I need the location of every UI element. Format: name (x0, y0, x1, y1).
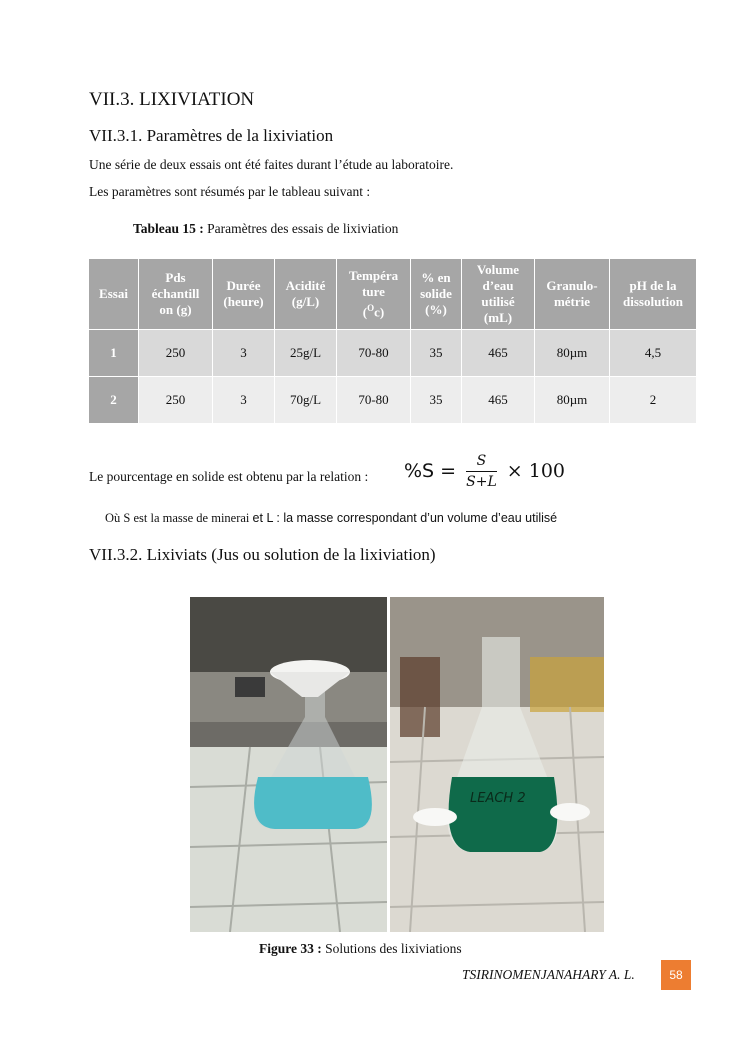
cell-water-volume: 465 (462, 377, 534, 423)
cell-solid-percent: 35 (411, 377, 461, 423)
header-temperature: Tempéra ture ($^O$c) (337, 259, 410, 329)
formula-intro: Le pourcentage en solide est obtenu par la relation : (89, 469, 369, 484)
cell-duration: 3 (213, 330, 274, 376)
section-heading: VII.3. LIXIVIATION (89, 89, 255, 110)
cell-ph: 2 (610, 377, 696, 423)
header-solid-percent: % en solide (%) (411, 259, 461, 329)
cell-granulometry: 80µm (535, 377, 609, 423)
subsection-heading-parameters: VII.3.1. Paramètres de la lixiviation (89, 126, 334, 145)
table-caption (133, 221, 398, 237)
cell-solid-percent: 35 (411, 330, 461, 376)
header-duration: Durée (heure) (213, 259, 274, 329)
subsection-heading-lixiviats: VII.3.2. Lixiviats (Jus ou solution de la lixiviation) (89, 545, 436, 564)
cell-water-volume: 465 (462, 330, 534, 376)
formula-fraction (466, 453, 497, 490)
cell-essai: 2 (89, 377, 138, 423)
figure-caption (259, 941, 462, 957)
cell-acidity: 25g/L (275, 330, 336, 376)
cell-ph: 4,5 (610, 330, 696, 376)
header-ph: pH de la dissolution (610, 259, 696, 329)
cell-temperature: 70-80 (337, 330, 410, 376)
figure-caption-text: Solutions des lixiviations (321, 941, 462, 956)
paragraph-table-intro: Les paramètres sont résumés par le tableau suivant : (89, 184, 371, 199)
paragraph-intro: Une série de deux essais ont été faites durant l’étude au laboratoire. (89, 157, 454, 172)
flask-green-illustration (390, 597, 604, 932)
solid-percent-formula (404, 453, 565, 490)
table-row (89, 330, 696, 376)
formula-explanation (105, 511, 557, 526)
table-caption-text: Paramètres des essais de lixiviation (203, 221, 399, 236)
photo-blue-solution (190, 597, 387, 932)
header-granulometry: Granulo- métrie (535, 259, 609, 329)
cell-essai: 1 (89, 330, 138, 376)
header-water-volume: Volume d’eau utilisé (mL) (462, 259, 534, 329)
flask-blue-illustration (190, 597, 387, 932)
cell-weight: 250 (139, 330, 212, 376)
parameters-table (88, 258, 697, 424)
formula-lhs: %S = (404, 460, 457, 482)
formula-rhs: × 100 (506, 460, 566, 482)
cell-weight: 250 (139, 377, 212, 423)
explanation-s: Où S est la masse de minerai (105, 511, 253, 525)
table-row (89, 377, 696, 423)
formula-numerator: S (466, 453, 497, 472)
photo-green-solution (390, 597, 604, 932)
page-number: 58 (661, 960, 691, 990)
header-weight: Pds échantill on (g) (139, 259, 212, 329)
table-header-row (89, 259, 696, 329)
footer-author: TSIRINOMENJANAHARY A. L. (462, 967, 635, 982)
table-caption-label: Tableau 15 : (133, 221, 204, 236)
header-essai: Essai (89, 259, 138, 329)
cell-granulometry: 80µm (535, 330, 609, 376)
cell-duration: 3 (213, 377, 274, 423)
figure-caption-label: Figure 33 : (259, 941, 322, 956)
formula-denominator: S+L (466, 474, 497, 490)
flask-label: LEACH 2 (470, 791, 526, 806)
cell-acidity: 70g/L (275, 377, 336, 423)
cell-temperature: 70-80 (337, 377, 410, 423)
explanation-l: et L : la masse correspondant d’un volume d’eau utilisé (252, 511, 558, 525)
header-acidity: Acidité (g/L) (275, 259, 336, 329)
